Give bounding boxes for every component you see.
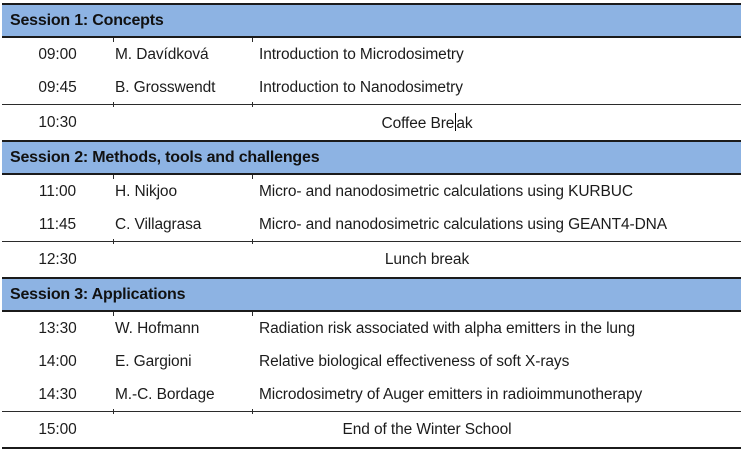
speaker-cell: M. Davídková — [115, 45, 209, 63]
time-cell: 11:00 — [38, 182, 77, 200]
column-tick — [252, 312, 253, 316]
column-tick — [252, 38, 253, 42]
column-tick — [113, 409, 114, 414]
time-cell: 14:30 — [38, 385, 77, 403]
talk-row — [2, 378, 741, 411]
break-text: Coffee Bre — [381, 114, 455, 132]
speaker-cell: B. Grosswendt — [115, 78, 216, 96]
break-row — [2, 242, 741, 277]
column-tick — [252, 175, 253, 179]
topic-cell: Microdosimetry of Auger emitters in radioimmunotherapy — [259, 385, 643, 403]
topic-cell: Introduction to Microdosimetry — [259, 45, 464, 63]
column-tick — [113, 312, 114, 316]
time-cell: 09:00 — [38, 45, 77, 63]
speaker-cell: W. Hofmann — [115, 319, 200, 337]
time-cell: 12:30 — [38, 250, 77, 268]
schedule-table — [2, 3, 741, 449]
speaker-cell: H. Nikjoo — [115, 182, 177, 200]
topic-cell: Radiation risk associated with alpha emitters in the lung — [259, 319, 635, 337]
time-cell: 10:30 — [38, 113, 77, 131]
column-tick — [252, 239, 253, 244]
topic-cell: Micro- and nanodosimetric calculations using GEANT4-DNA — [259, 215, 667, 233]
speaker-cell: E. Gargioni — [115, 352, 192, 370]
time-cell: 13:30 — [38, 319, 77, 337]
topic-cell: Introduction to Nanodosimetry — [259, 78, 463, 96]
time-cell: 09:45 — [38, 78, 77, 96]
break-row — [2, 412, 741, 447]
session-3-title: Session 3: Applications — [10, 285, 186, 303]
speaker-cell: M.-C. Bordage — [115, 385, 215, 403]
time-cell: 14:00 — [38, 352, 77, 370]
column-tick — [113, 38, 114, 42]
session-1-title: Session 1: Concepts — [10, 11, 164, 29]
session-3-header — [2, 277, 741, 312]
column-tick — [252, 409, 253, 414]
talk-row — [2, 312, 741, 345]
break-text: ak — [456, 114, 473, 132]
column-tick — [113, 239, 114, 244]
row-divider — [2, 104, 741, 105]
break-row — [2, 105, 741, 140]
topic-cell: Relative biological effectiveness of soft X-rays — [259, 352, 570, 370]
topic-cell: Micro- and nanodosimetric calculations using KURBUC — [259, 182, 633, 200]
break-label: Lunch break — [384, 250, 470, 268]
row-divider — [2, 411, 741, 412]
session-2-header — [2, 140, 741, 175]
talk-row — [2, 71, 741, 104]
talk-row — [2, 208, 741, 241]
talk-row — [2, 38, 741, 71]
speaker-cell: C. Villagrasa — [115, 215, 202, 233]
column-tick — [113, 102, 114, 107]
time-cell: 15:00 — [38, 420, 77, 438]
time-cell: 11:45 — [38, 215, 77, 233]
column-tick — [113, 175, 114, 179]
talk-row — [2, 175, 741, 208]
session-2-title: Session 2: Methods, tools and challenges — [10, 148, 320, 166]
break-label: End of the Winter School — [342, 420, 512, 438]
column-tick — [252, 102, 253, 107]
break-label — [113, 113, 741, 133]
row-divider — [2, 241, 741, 242]
session-1-header — [2, 3, 741, 38]
talk-row — [2, 345, 741, 378]
